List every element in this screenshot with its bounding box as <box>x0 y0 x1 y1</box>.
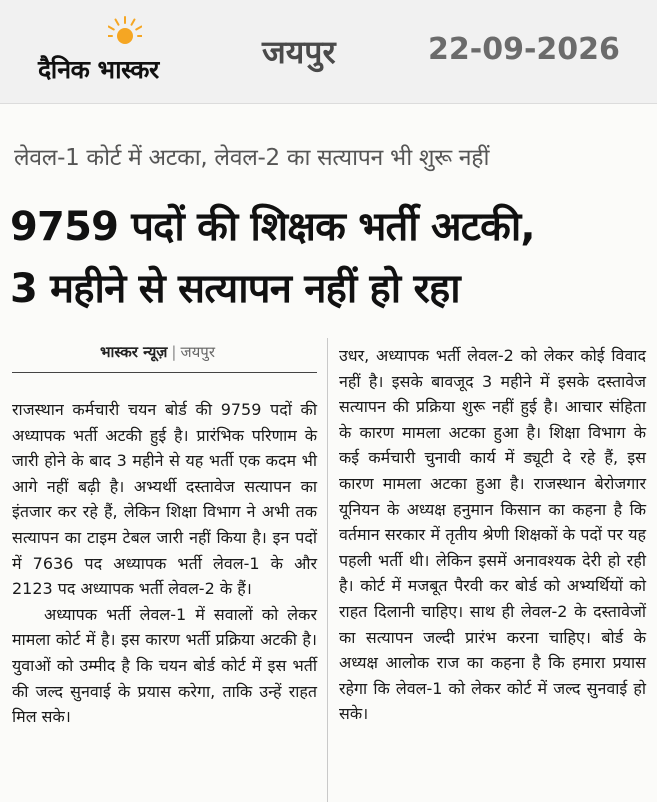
byline-source: भास्कर न्यूज़ <box>100 343 168 361</box>
byline <box>100 342 215 362</box>
article-kicker: लेवल-1 कोर्ट में अटका, लेवल-2 का सत्यापन भी शुरू नहीं <box>14 145 490 171</box>
column-right <box>339 343 646 727</box>
column-left <box>12 397 317 730</box>
byline-separator: | <box>171 343 177 361</box>
article-headline <box>10 196 650 320</box>
edition-date: 22-09-2026 <box>428 32 620 67</box>
byline-location: जयपुर <box>180 343 215 361</box>
masthead <box>0 0 657 104</box>
newspaper-logo <box>38 14 218 86</box>
headline-line-2: 3 महीने से सत्यापन नहीं हो रहा <box>10 266 460 312</box>
brand-name: दैनिक भास्कर <box>38 55 159 84</box>
headline-line-1: 9759 पदों की शिक्षक भर्ती अटकी, <box>10 204 535 250</box>
edition-city: जयपुर <box>262 33 336 71</box>
article-paragraph: उधर, अध्यापक भर्ती लेवल-2 को लेकर कोई विवाद नहीं है। इसके बावजूद 3 महीने में इसके दस्तावेज सत्यापन की प्रक्रिया शुरू नहीं हुई है। आचार संहिता के कारण मामला अटका हुआ है। शिक्षा विभाग के कई कर्मचारी चुनावी कार्य में ड्यूटी दे रहे हैं, इस कारण मामला अटका हुआ है। राजस्थान बेरोजगार यूनियन के अध्यक्ष हनुमान किसान का कहना है कि वर्तमान सरकार में तृतीय श्रेणी शिक्षकों के पदों पर यह पहली भर्ती थी। लेकिन इसमें अनावश्यक देरी हो रही है। कोर्ट में मजबूत पैरवी कर बोर्ड को अभ्यर्थियों को राहत दिलानी चाहिए। साथ ही लेवल-2 के दस्तावेजों का सत्यापन जल्दी प्रारंभ करना चाहिए। बोर्ड के अध्यक्ष आलोक राज का कहना है कि हमारा प्रयास रहेगा कि लेवल-1 को लेकर कोर्ट में जल्द सुनवाई हो सके। <box>339 346 646 724</box>
article-paragraph: राजस्थान कर्मचारी चयन बोर्ड की 9759 पदों की अध्यापक भर्ती अटकी हुई है। प्रारंभिक परिणाम के जारी होने के बाद 3 महीने से यह भर्ती एक कदम भी आगे नहीं बढ़ी है। अभ्यर्थी दस्तावेज सत्यापन का इंतजार कर रहे हैं, लेकिन शिक्षा विभाग ने अभी तक सत्यापन का टाइम टेबल जारी नहीं किया है। इन पदों में 7636 पद अध्यापक भर्ती लेवल-1 के और 2123 पद अध्यापक भर्ती लेवल-2 के हैं। <box>12 400 317 599</box>
news-article <box>0 104 657 802</box>
byline-divider <box>12 372 317 373</box>
column-divider <box>327 338 328 802</box>
sun-icon <box>108 16 142 50</box>
article-paragraph: अध्यापक भर्ती लेवल-1 में सवालों को लेकर मामला कोर्ट में है। इस कारण भर्ती प्रक्रिया अटकी है। युवाओं को उम्मीद है कि चयन बोर्ड कोर्ट में इस भर्ती की जल्द सुनवाई के प्रयास करेगा, ताकि उन्हें राहत मिल सके। <box>12 604 317 727</box>
